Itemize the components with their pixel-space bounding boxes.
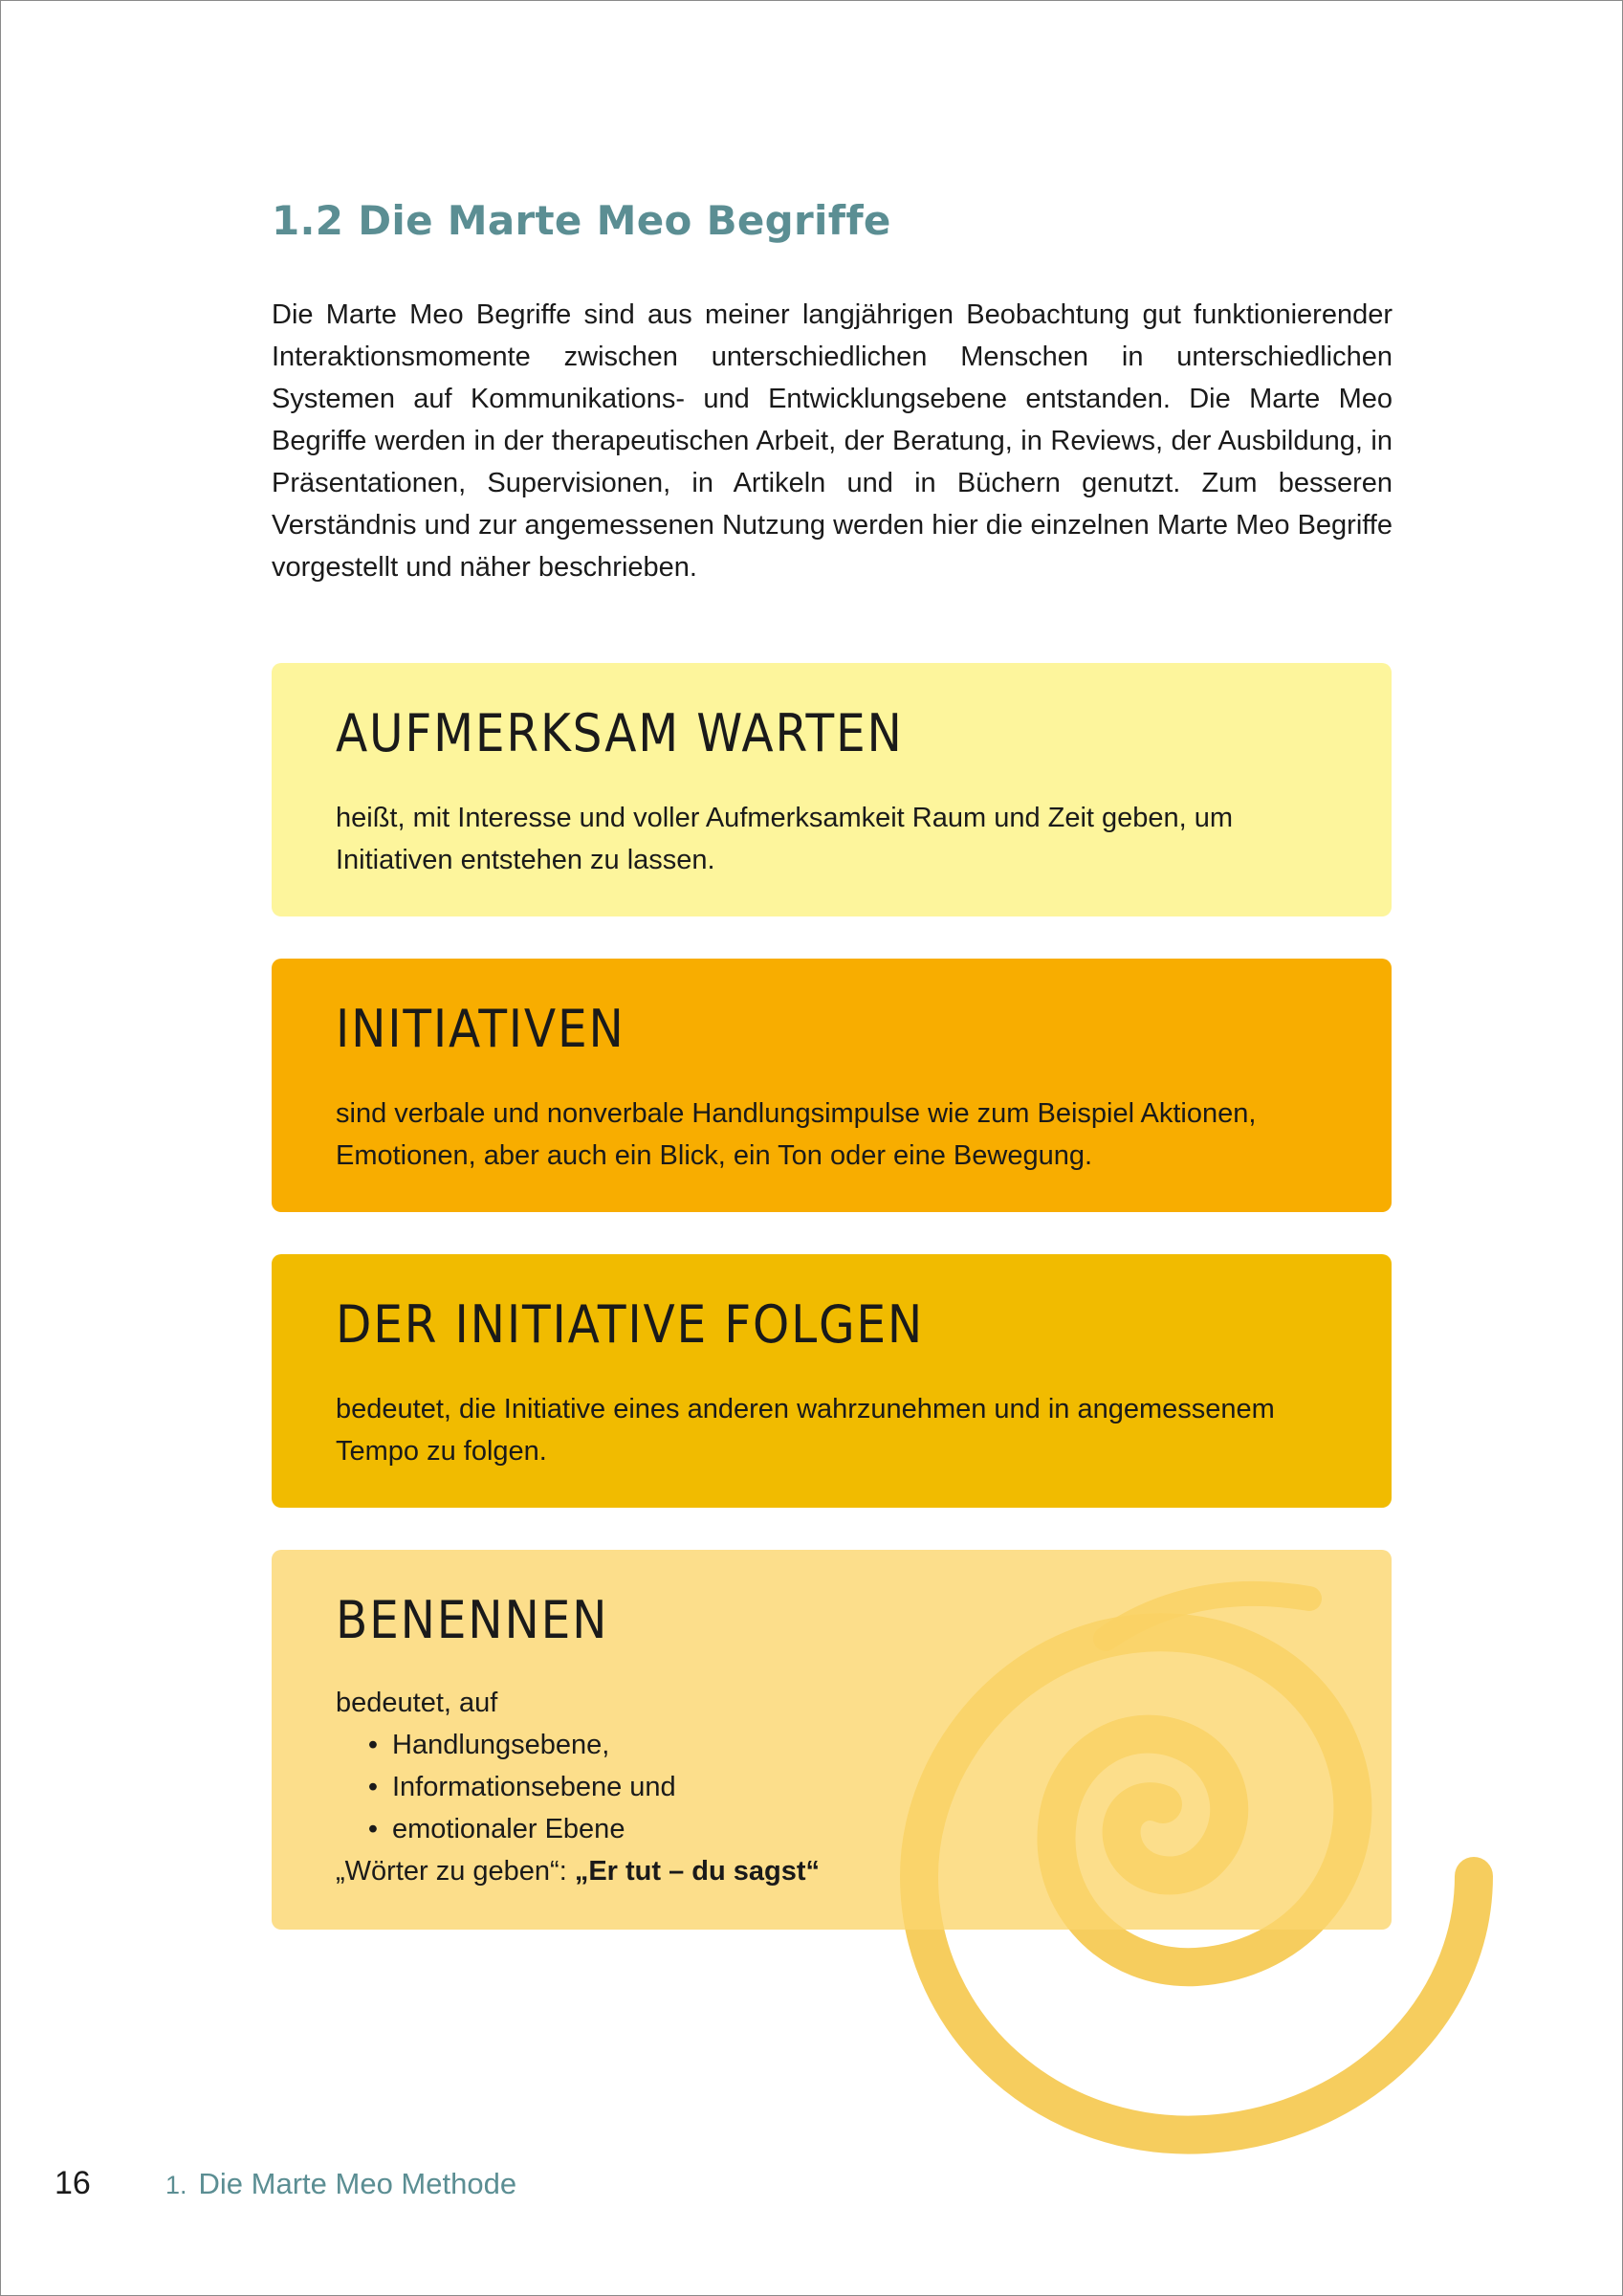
closing-bold: „Er tut – du sagst“: [574, 1856, 821, 1887]
page-number: 16: [55, 2165, 91, 2201]
chapter-number: 1.: [165, 2171, 187, 2199]
term-heading: DER INITIATIVE FOLGEN: [336, 1294, 925, 1355]
list-item: [362, 1808, 1325, 1850]
bullet-icon: •: [367, 1772, 379, 1802]
bullet-icon: •: [367, 1730, 379, 1760]
term-definition: heißt, mit Interesse und voller Aufmerksamkeit Raum und Zeit geben, um Initiativen entstehen zu lassen.: [336, 803, 1234, 875]
term-definition: bedeutet, auf: [336, 1688, 498, 1718]
term-heading: AUFMERKSAM WARTEN: [336, 703, 904, 763]
closing-line: [336, 1850, 1325, 1892]
intro-paragraph: Die Marte Meo Begriffe sind aus meiner langjährigen Beobachtung gut funktionierender Interaktionsmomente zwischen unterschiedlichen Menschen in unterschiedlichen Systemen auf Kommunikations- und Entwicklungsebene entstanden. Die Marte Meo Begriffe werden in der therapeutischen Arbeit, der Beratung, in Reviews, der Ausbildung, in Präsentationen, Supervisionen, in Artikeln und in Büchern genutzt. Zum besseren Verständnis und zur angemessenen Nutzung werden hier die einzelnen Marte Meo Begriffe vorgestellt und näher beschrieben.: [272, 299, 1393, 583]
list-item: [362, 1724, 1325, 1766]
section-title: 1.2 Die Marte Meo Begriffe: [272, 197, 891, 244]
list-item: [362, 1766, 1325, 1808]
bullet-list: [336, 1724, 1325, 1850]
term-card-der-initiative-folgen: [272, 1254, 1392, 1508]
list-item-text: emotionaler Ebene: [392, 1814, 625, 1844]
chapter-title: Die Marte Meo Methode: [198, 2167, 517, 2200]
term-card-aufmerksam-warten: [272, 663, 1392, 916]
term-heading: BENENNEN: [336, 1590, 609, 1650]
term-card-benennen: [272, 1550, 1392, 1930]
bullet-icon: •: [367, 1814, 379, 1844]
list-item-text: Informationsebene und: [392, 1772, 676, 1802]
closing-plain: „Wörter zu geben“:: [336, 1856, 575, 1887]
term-definition: sind verbale und nonverbale Handlungsimpulse wie zum Beispiel Aktionen, Emotionen, aber auch ein Blick, ein Ton oder eine Bewegung.: [336, 1098, 1257, 1171]
term-card-initiativen: [272, 959, 1392, 1212]
running-footer: [165, 2167, 516, 2201]
term-heading: INITIATIVEN: [336, 999, 625, 1059]
term-definition: bedeutet, die Initiative eines anderen wahrzunehmen und in angemessenem Tempo zu folgen.: [336, 1394, 1275, 1467]
list-item-text: Handlungsebene,: [392, 1730, 610, 1760]
